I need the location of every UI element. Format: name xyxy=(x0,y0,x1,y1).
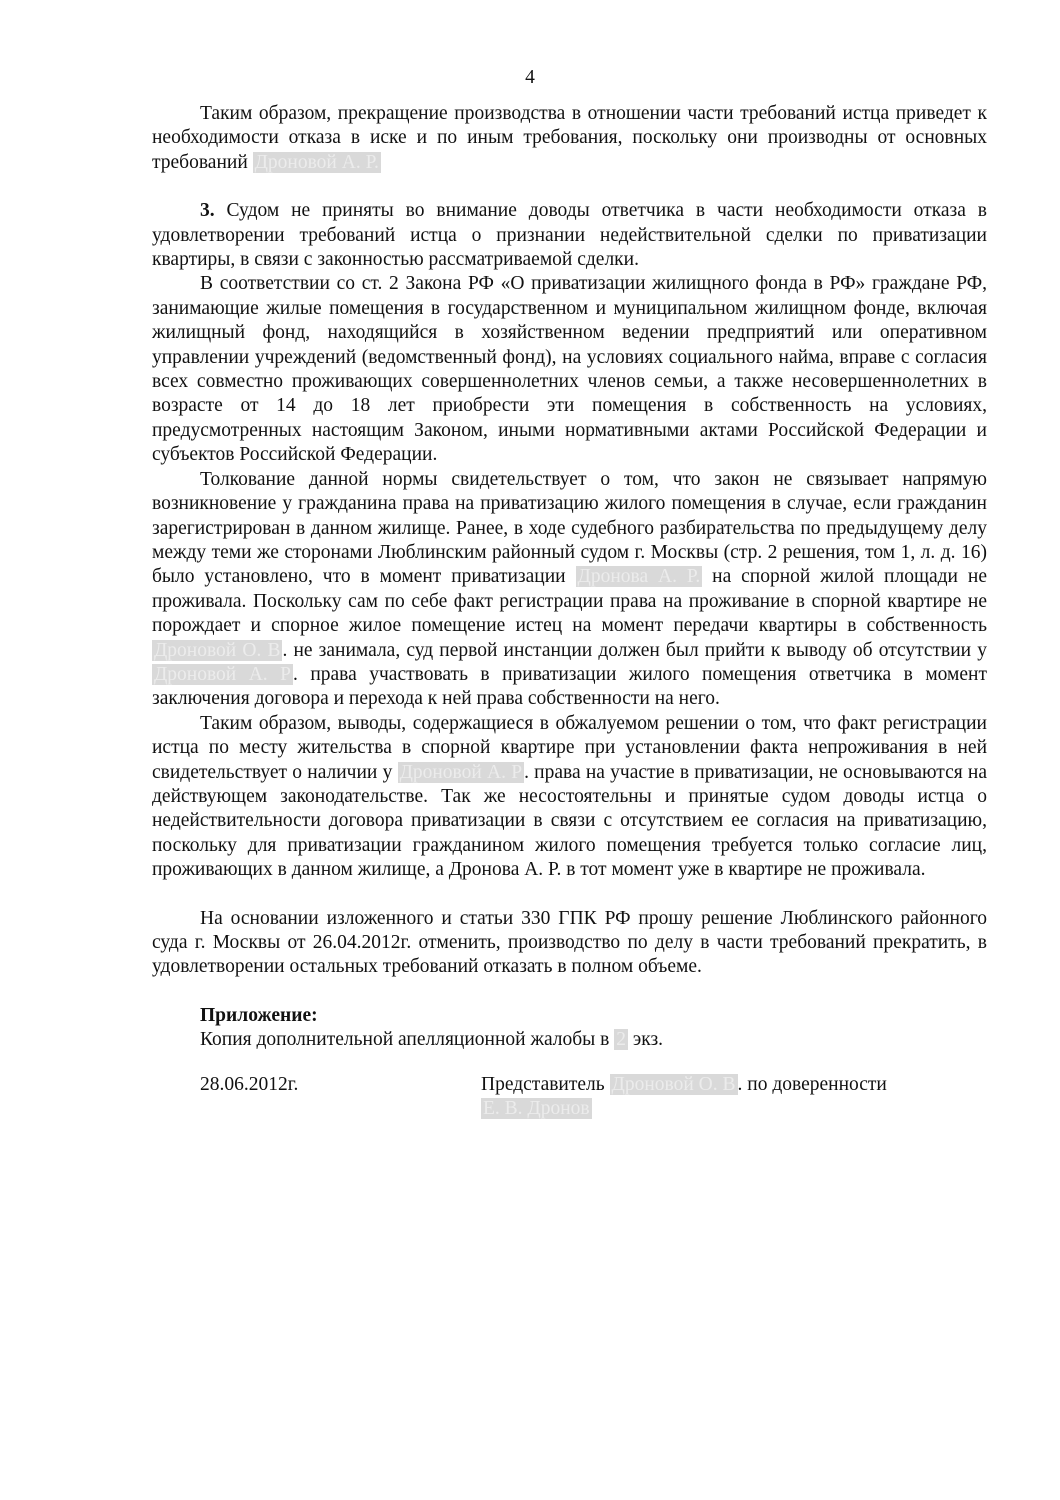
paragraph-text: на спорной жилой площади не проживала. Поскольку сам по себе факт регистрации права на проживание в спорной квартире не порождает и спорное жилое помещение истец на момент передачи квартиры в собственность xyxy=(152,566,987,637)
page-number: 4 xyxy=(525,67,535,88)
redacted-count: 2 xyxy=(616,1029,626,1051)
redacted-name: Дронова А. Р. xyxy=(577,566,701,588)
attachment-heading: Приложение: xyxy=(200,1004,318,1026)
paragraph-text: Таким образом, прекращение производства в отношении части требований истца приведет к необходимости отказа в иске и по иным требования, поскольку они производны от основных требований xyxy=(152,103,987,173)
redacted-name: Дроновой А. Р xyxy=(399,761,523,783)
paragraph-text: Судом не приняты во внимание доводы ответчика в части необходимости отказа в удовлетворении требований истца о признании недействительной сделки по приватизации квартиры, в связи с законностью рассматриваемой сделки. xyxy=(152,200,987,271)
paragraph-text: Толкование данной нормы свидетельствует о том, что закон не связывает напрямую возникновение у гражданина права на приватизацию жилого помещения в случае, если гражданин зарегистрирован в данном жилище. Ранее, в ходе судебного разбирательства по предыдущему делу между теми же сторонами Люблинским районный судом г. Москвы (стр. 2 решения, том 1, л. д. 16) было установлено, что в момент приватизации xyxy=(152,468,987,588)
redacted-name: Дроновой О. В xyxy=(611,1073,736,1095)
paragraph-text: В соответствии со ст. 2 Закона РФ «О приватизации жилищного фонда в РФ» граждане РФ, занимающие жилые помещения в государственном и муниципальном жилищном фонде, включая жилищный фонд, находящийся в хозяйственном ведении предприятий или оперативном управлении учреждений (ведомственный фонд), на условиях социального найма, вправе с согласия всех совместно проживающих совершеннолетних членов семьи, а также несовершеннолетних в возрасте от 14 до 18 лет приобрести эти помещения в собственность на условиях, предусмотренных настоящим Законом, иными нормативными актами Российской Федерации и субъектов Российской Федерации. xyxy=(152,273,987,466)
point-number: 3. xyxy=(200,200,215,222)
paragraph-law-citation xyxy=(152,272,987,467)
signature-date: 28.06.2012г. xyxy=(200,1073,299,1095)
paragraph-request xyxy=(152,907,987,980)
paragraph-findings xyxy=(152,712,987,883)
representative-text: . по доверенности xyxy=(737,1073,887,1095)
attachment-line xyxy=(152,1028,987,1052)
paragraph-text: . права на участие в приватизации, не основываются на действующем законодательстве. Так же несостоятельны и принятые судом доводы истца о недействительности договора приватизации в связи с отсутствием ее согласия на приватизацию, поскольку для приватизации гражданином жилого помещения требуется только согласие лиц, проживающих в данном жилище, а Дронова А. Р. в тот момент уже в квартире не проживала. xyxy=(152,761,988,881)
attachment-text: Копия дополнительной апелляционной жалобы в xyxy=(200,1029,615,1051)
paragraph-conclusion xyxy=(152,102,987,175)
paragraph-text: Таким образом, выводы, содержащиеся в обжалуемом решении о том, что факт регистрации истца по месту жительства в спорной квартире при установлении факта непроживания в ней свидетельствует о наличии у xyxy=(152,712,987,783)
redacted-name: Дроновой А. Р. xyxy=(254,151,379,173)
redacted-representative-name: Е. В. Дронов xyxy=(483,1098,590,1120)
representative-line xyxy=(481,1073,987,1122)
paragraph-interpretation xyxy=(152,468,987,712)
paragraph-text: . не занимала, суд первой инстанции должен был прийти к выводу об отсутствии у xyxy=(282,639,987,661)
paragraph-text: . права участвовать в приватизации жилого помещения ответчика в момент заключения договора и перехода к ней права собственности на него. xyxy=(152,663,987,710)
redacted-name: Дроновой О. В xyxy=(154,639,281,661)
redacted-name: Дроновой А. Р xyxy=(154,663,291,685)
paragraph-text: На основании изложенного и статьи 330 ГПК РФ прошу решение Люблинского районного суда г. Москвы от 26.04.2012г. отменить, производство по делу в части требований прекратить, в удовлетворении остальных требований отказать в полном объеме. xyxy=(152,907,987,978)
paragraph-point-3 xyxy=(152,199,987,272)
representative-text: Представитель xyxy=(481,1073,610,1095)
document-body xyxy=(152,102,987,1121)
attachment-text: экз. xyxy=(627,1029,664,1051)
signature-block xyxy=(152,1073,987,1121)
